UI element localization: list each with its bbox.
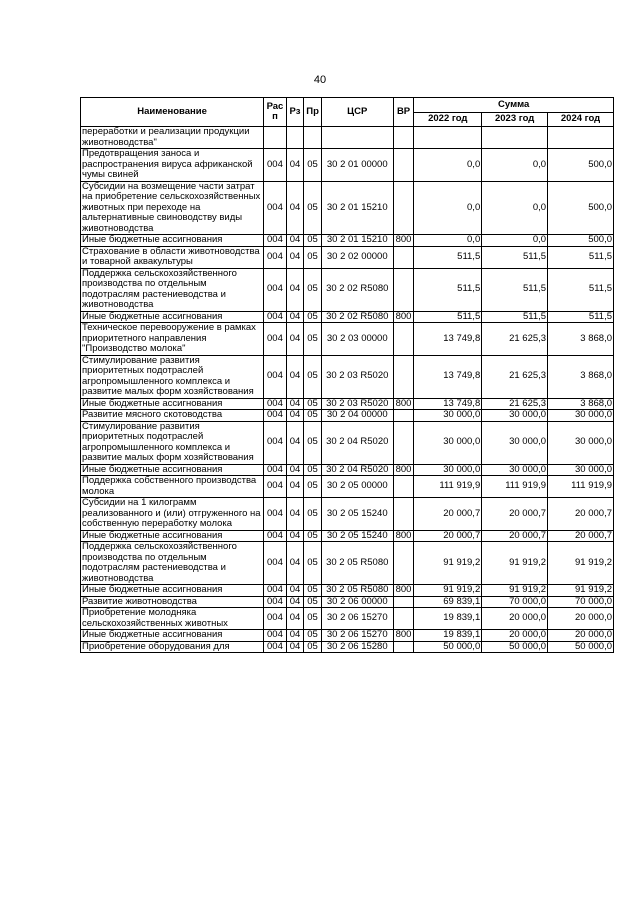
row-amount-2022: 30 000,0 (414, 410, 482, 422)
row-rasp: 004 (264, 398, 287, 410)
row-csr: 30 2 06 00000 (321, 596, 393, 608)
budget-table (80, 97, 614, 653)
row-amount-2024: 500,0 (548, 235, 614, 247)
row-csr: 30 2 01 15210 (321, 181, 393, 235)
row-rasp: 004 (264, 149, 287, 182)
row-pr: 05 (304, 476, 321, 498)
row-amount-2022: 91 919,2 (414, 542, 482, 585)
row-pr: 05 (304, 323, 321, 356)
row-amount-2022: 30 000,0 (414, 421, 482, 464)
row-rz: 04 (286, 181, 303, 235)
row-amount-2022: 0,0 (414, 235, 482, 247)
row-name: Иные бюджетные ассигнования (81, 235, 264, 247)
row-amount-2023: 511,5 (482, 246, 548, 268)
row-vr (393, 410, 414, 422)
row-rz: 04 (286, 630, 303, 642)
row-amount-2024: 30 000,0 (548, 421, 614, 464)
row-csr: 30 2 05 R5080 (321, 585, 393, 597)
row-pr: 05 (304, 585, 321, 597)
row-csr: 30 2 02 00000 (321, 246, 393, 268)
row-name: Иные бюджетные ассигнования (81, 311, 264, 323)
row-rasp: 004 (264, 323, 287, 356)
row-name: Иные бюджетные ассигнования (81, 585, 264, 597)
row-amount-2024 (548, 127, 614, 149)
table-row (81, 181, 614, 235)
table-row (81, 311, 614, 323)
row-pr (304, 127, 321, 149)
row-vr: 800 (393, 585, 414, 597)
row-amount-2024: 111 919,9 (548, 476, 614, 498)
row-pr: 05 (304, 542, 321, 585)
table-body (81, 127, 614, 653)
row-rasp: 004 (264, 235, 287, 247)
row-csr: 30 2 05 00000 (321, 476, 393, 498)
row-vr (393, 323, 414, 356)
row-pr: 05 (304, 608, 321, 630)
row-amount-2024: 500,0 (548, 181, 614, 235)
row-pr: 05 (304, 464, 321, 476)
row-rz: 04 (286, 235, 303, 247)
table-row (81, 410, 614, 422)
table-row (81, 608, 614, 630)
row-name: Иные бюджетные ассигнования (81, 398, 264, 410)
row-amount-2022: 19 839,1 (414, 608, 482, 630)
row-amount-2022: 13 749,8 (414, 323, 482, 356)
row-amount-2022 (414, 127, 482, 149)
row-amount-2024: 30 000,0 (548, 410, 614, 422)
row-vr (393, 149, 414, 182)
row-pr: 05 (304, 410, 321, 422)
row-amount-2023: 0,0 (482, 149, 548, 182)
header-rasp: Рас п (264, 98, 287, 127)
row-pr: 05 (304, 181, 321, 235)
row-amount-2024: 511,5 (548, 311, 614, 323)
row-name: Страхование в области животноводства и товарной аквакультуры (81, 246, 264, 268)
header-rz: Рз (286, 98, 303, 127)
row-name: Поддержка сельскохозяйственного производства по отдельным подотраслям растениеводства и животноводства (81, 542, 264, 585)
row-csr: 30 2 01 00000 (321, 149, 393, 182)
table-row (81, 585, 614, 597)
row-amount-2024: 70 000,0 (548, 596, 614, 608)
row-csr: 30 2 06 15280 (321, 641, 393, 653)
table-row (81, 398, 614, 410)
row-pr: 05 (304, 596, 321, 608)
row-amount-2023: 50 000,0 (482, 641, 548, 653)
row-rasp: 004 (264, 464, 287, 476)
row-vr: 800 (393, 398, 414, 410)
row-rz: 04 (286, 596, 303, 608)
table-row (81, 641, 614, 653)
row-rasp: 004 (264, 311, 287, 323)
row-vr: 800 (393, 235, 414, 247)
row-vr (393, 181, 414, 235)
table-row (81, 127, 614, 149)
row-vr (393, 127, 414, 149)
row-amount-2024: 20 000,7 (548, 498, 614, 531)
header-year-2024: 2024 год (548, 113, 614, 127)
row-amount-2023: 20 000,7 (482, 530, 548, 542)
header-csr: ЦСР (321, 98, 393, 127)
row-rasp: 004 (264, 498, 287, 531)
row-csr: 30 2 06 15270 (321, 630, 393, 642)
row-name: Приобретение оборудования для (81, 641, 264, 653)
row-rasp: 004 (264, 268, 287, 311)
row-vr (393, 608, 414, 630)
row-name: переработки и реализации продукции животноводства" (81, 127, 264, 149)
row-rasp: 004 (264, 585, 287, 597)
table-row (81, 498, 614, 531)
row-amount-2023: 511,5 (482, 311, 548, 323)
row-pr: 05 (304, 355, 321, 398)
row-pr: 05 (304, 149, 321, 182)
row-rasp: 004 (264, 421, 287, 464)
row-pr: 05 (304, 641, 321, 653)
row-rasp: 004 (264, 641, 287, 653)
row-amount-2023: 0,0 (482, 181, 548, 235)
header-year-2022: 2022 год (414, 113, 482, 127)
row-rasp: 004 (264, 181, 287, 235)
row-amount-2024: 3 868,0 (548, 323, 614, 356)
row-vr (393, 421, 414, 464)
row-amount-2024: 500,0 (548, 149, 614, 182)
row-vr (393, 641, 414, 653)
row-vr (393, 246, 414, 268)
row-amount-2023: 20 000,7 (482, 498, 548, 531)
row-rasp (264, 127, 287, 149)
table-row (81, 149, 614, 182)
row-amount-2022: 111 919,9 (414, 476, 482, 498)
row-name: Развитие мясного скотоводства (81, 410, 264, 422)
row-vr (393, 596, 414, 608)
row-amount-2022: 511,5 (414, 268, 482, 311)
row-name: Субсидии на возмещение части затрат на приобретение сельскохозяйственных животных при переходе на альтернативные свиноводству виды животноводства (81, 181, 264, 235)
row-amount-2024: 511,5 (548, 246, 614, 268)
row-pr: 05 (304, 246, 321, 268)
row-amount-2023: 30 000,0 (482, 421, 548, 464)
row-amount-2024: 30 000,0 (548, 464, 614, 476)
row-amount-2024: 91 919,2 (548, 542, 614, 585)
row-rz: 04 (286, 311, 303, 323)
row-amount-2024: 3 868,0 (548, 398, 614, 410)
row-csr: 30 2 01 15210 (321, 235, 393, 247)
row-name: Развитие животноводства (81, 596, 264, 608)
row-amount-2023: 21 625,3 (482, 398, 548, 410)
row-pr: 05 (304, 630, 321, 642)
row-pr: 05 (304, 498, 321, 531)
row-amount-2023: 30 000,0 (482, 464, 548, 476)
row-csr: 30 2 04 00000 (321, 410, 393, 422)
row-vr (393, 498, 414, 531)
row-pr: 05 (304, 398, 321, 410)
row-rasp: 004 (264, 476, 287, 498)
table-row (81, 630, 614, 642)
row-rz: 04 (286, 421, 303, 464)
row-rz: 04 (286, 530, 303, 542)
row-amount-2023 (482, 127, 548, 149)
row-amount-2023: 20 000,0 (482, 608, 548, 630)
row-amount-2022: 91 919,2 (414, 585, 482, 597)
row-rz: 04 (286, 608, 303, 630)
table-row (81, 421, 614, 464)
row-rz: 04 (286, 246, 303, 268)
table-row (81, 542, 614, 585)
row-amount-2023: 30 000,0 (482, 410, 548, 422)
row-rasp: 004 (264, 355, 287, 398)
row-vr (393, 476, 414, 498)
header-name: Наименование (81, 98, 264, 127)
header-pr: Пр (304, 98, 321, 127)
row-amount-2024: 20 000,0 (548, 608, 614, 630)
row-vr: 800 (393, 311, 414, 323)
row-name: Иные бюджетные ассигнования (81, 464, 264, 476)
row-csr: 30 2 05 15240 (321, 530, 393, 542)
row-rz: 04 (286, 464, 303, 476)
row-amount-2023: 70 000,0 (482, 596, 548, 608)
row-vr: 800 (393, 464, 414, 476)
row-name: Иные бюджетные ассигнования (81, 630, 264, 642)
row-amount-2024: 91 919,2 (548, 585, 614, 597)
row-name: Стимулирование развития приоритетных подотраслей агропромышленного комплекса и развитие малых форм хозяйствования (81, 355, 264, 398)
row-rz: 04 (286, 149, 303, 182)
row-pr: 05 (304, 421, 321, 464)
row-amount-2023: 91 919,2 (482, 542, 548, 585)
row-name: Техническое перевооружение в рамках приоритетного направления "Производство молока" (81, 323, 264, 356)
header-vr: ВР (393, 98, 414, 127)
row-rasp: 004 (264, 530, 287, 542)
row-name: Приобретение молодняка сельскохозяйственных животных (81, 608, 264, 630)
row-csr: 30 2 02 R5080 (321, 311, 393, 323)
header-sum: Сумма (414, 98, 614, 113)
page-number: 40 (313, 74, 327, 86)
row-amount-2023: 91 919,2 (482, 585, 548, 597)
row-rz: 04 (286, 268, 303, 311)
row-csr: 30 2 05 15240 (321, 498, 393, 531)
row-rz: 04 (286, 476, 303, 498)
row-amount-2022: 0,0 (414, 181, 482, 235)
row-amount-2024: 20 000,7 (548, 530, 614, 542)
row-amount-2022: 50 000,0 (414, 641, 482, 653)
row-amount-2023: 21 625,3 (482, 355, 548, 398)
row-amount-2022: 511,5 (414, 246, 482, 268)
table-row (81, 246, 614, 268)
row-amount-2022: 20 000,7 (414, 498, 482, 531)
row-csr: 30 2 02 R5080 (321, 268, 393, 311)
row-amount-2022: 20 000,7 (414, 530, 482, 542)
row-rz: 04 (286, 398, 303, 410)
row-amount-2022: 69 839,1 (414, 596, 482, 608)
row-rasp: 004 (264, 596, 287, 608)
header-year-2023: 2023 год (482, 113, 548, 127)
row-name: Иные бюджетные ассигнования (81, 530, 264, 542)
row-csr (321, 127, 393, 149)
row-rasp: 004 (264, 608, 287, 630)
table-row (81, 530, 614, 542)
row-amount-2024: 50 000,0 (548, 641, 614, 653)
row-amount-2022: 30 000,0 (414, 464, 482, 476)
row-rasp: 004 (264, 630, 287, 642)
table-row (81, 476, 614, 498)
table-row (81, 268, 614, 311)
row-name: Стимулирование развития приоритетных подотраслей агропромышленного комплекса и развитие малых форм хозяйствования (81, 421, 264, 464)
row-amount-2023: 0,0 (482, 235, 548, 247)
row-amount-2022: 19 839,1 (414, 630, 482, 642)
table-row (81, 323, 614, 356)
row-vr: 800 (393, 530, 414, 542)
row-rz: 04 (286, 585, 303, 597)
row-amount-2024: 3 868,0 (548, 355, 614, 398)
row-amount-2022: 13 749,8 (414, 355, 482, 398)
row-csr: 30 2 03 00000 (321, 323, 393, 356)
row-rasp: 004 (264, 246, 287, 268)
row-vr (393, 542, 414, 585)
row-rz: 04 (286, 498, 303, 531)
row-amount-2023: 21 625,3 (482, 323, 548, 356)
row-amount-2023: 111 919,9 (482, 476, 548, 498)
row-name: Поддержка сельскохозяйственного производства по отдельным подотраслям растениеводства и животноводства (81, 268, 264, 311)
row-vr (393, 355, 414, 398)
row-amount-2023: 20 000,0 (482, 630, 548, 642)
row-csr: 30 2 06 15270 (321, 608, 393, 630)
row-csr: 30 2 04 R5020 (321, 464, 393, 476)
row-rasp: 004 (264, 542, 287, 585)
table-row (81, 355, 614, 398)
row-rz: 04 (286, 542, 303, 585)
row-rasp: 004 (264, 410, 287, 422)
row-csr: 30 2 04 R5020 (321, 421, 393, 464)
row-rz: 04 (286, 641, 303, 653)
row-name: Предотвращения заноса и распространения вируса африканской чумы свиней (81, 149, 264, 182)
row-rz (286, 127, 303, 149)
row-amount-2023: 511,5 (482, 268, 548, 311)
row-rz: 04 (286, 410, 303, 422)
row-rz: 04 (286, 355, 303, 398)
row-csr: 30 2 05 R5080 (321, 542, 393, 585)
row-amount-2022: 511,5 (414, 311, 482, 323)
row-csr: 30 2 03 R5020 (321, 398, 393, 410)
table-row (81, 596, 614, 608)
row-rz: 04 (286, 323, 303, 356)
row-amount-2022: 0,0 (414, 149, 482, 182)
table-row (81, 464, 614, 476)
row-name: Субсидии на 1 килограмм реализованного и (или) отгруженного на собственную переработку молока (81, 498, 264, 531)
row-amount-2024: 511,5 (548, 268, 614, 311)
row-amount-2022: 13 749,8 (414, 398, 482, 410)
row-amount-2024: 20 000,0 (548, 630, 614, 642)
row-pr: 05 (304, 530, 321, 542)
row-vr (393, 268, 414, 311)
row-vr: 800 (393, 630, 414, 642)
row-name: Поддержка собственного производства молока (81, 476, 264, 498)
row-csr: 30 2 03 R5020 (321, 355, 393, 398)
row-pr: 05 (304, 268, 321, 311)
row-pr: 05 (304, 235, 321, 247)
table-row (81, 235, 614, 247)
row-pr: 05 (304, 311, 321, 323)
